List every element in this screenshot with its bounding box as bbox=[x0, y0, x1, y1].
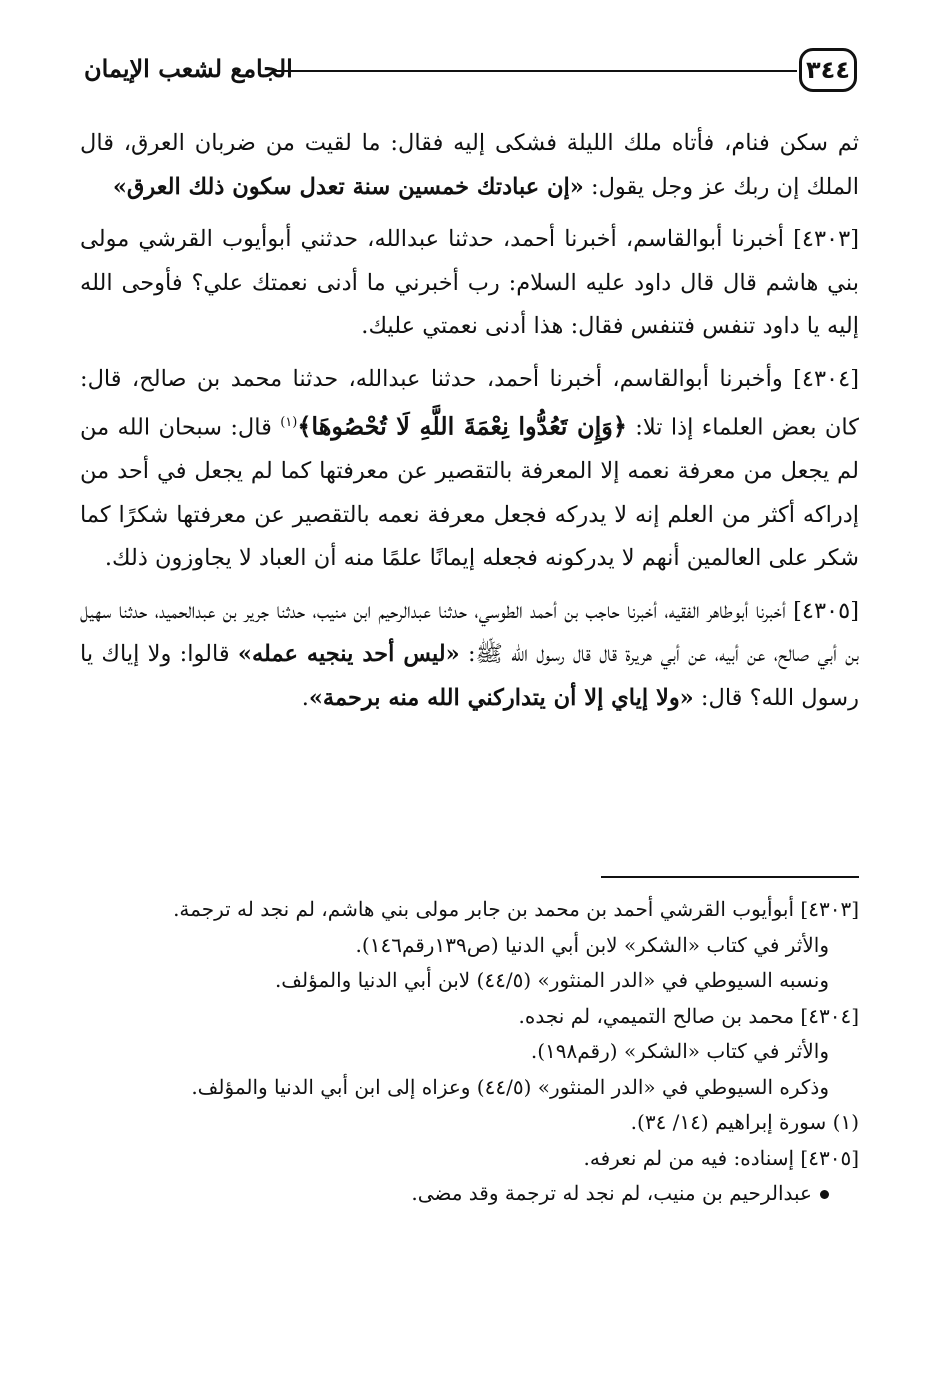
hadith-number: [٤٣٠٣] bbox=[793, 226, 859, 252]
header-rule bbox=[274, 70, 797, 72]
footnote-line: [٤٣٠٤] محمد بن صالح التميمي، لم نجده. bbox=[518, 1003, 859, 1028]
paragraph-4304 bbox=[80, 358, 859, 581]
footnote-line: وذكره السيوطي في «الدر المنثور» (٤٤/٥) وعزاه إلى ابن أبي الدنيا والمؤلف. bbox=[191, 1074, 829, 1099]
main-text bbox=[80, 122, 859, 729]
footnote-line: (١) سورة إبراهيم (١٤/ ٣٤). bbox=[630, 1110, 859, 1134]
paragraph-4303 bbox=[80, 218, 859, 349]
footnote-line: والأثر في كتاب «الشكر» (رقم١٩٨). bbox=[530, 1039, 829, 1063]
hadith-number: [٤٣٠٥] bbox=[793, 597, 859, 624]
footnote-ref: (١) bbox=[280, 415, 298, 430]
paragraph-text: وأخبرنا أبوالقاسم، أخبرنا أحمد، حدثنا عبدالله، حدثنا محمد بن صالح، قال: كان بعض العلماء إذا تلا: bbox=[80, 365, 859, 441]
footnote-line: والأثر في كتاب «الشكر» لابن أبي الدنيا (ص١٣٩رقم١٤٦). bbox=[355, 932, 829, 957]
quote-text: «إن عبادتك خمسين سنة تعدل سكون ذلك العرق» bbox=[112, 173, 584, 200]
paragraph-text: قالوا: ولا إياك يا رسول الله؟ قال: bbox=[80, 641, 859, 711]
paragraph-text: ثم سكن فنام، فأتاه ملك الليلة فشكى إليه فقال: ما لقيت من ضربان العرق، قال الملك إن ربك عز وجل يقول: bbox=[80, 130, 859, 200]
footnote-line: [٤٣٠٥] إسناده: فيه من لم نعرفه. bbox=[583, 1145, 859, 1170]
footnote-line: [٤٣٠٣] أبوأيوب القرشي أحمد بن محمد بن جابر مولى بني هاشم، لم نجد له ترجمة. bbox=[173, 897, 859, 921]
quote-text: «ليس أحد ينجيه عمله» bbox=[237, 641, 460, 667]
quran-verse: ﴿وَإِن تَعُدُّوا نِعْمَةَ اللَّهِ لَا تُحْصُوهَا﴾ bbox=[297, 411, 627, 441]
paragraph-continued bbox=[80, 122, 859, 209]
footnote-line: ونسبه السيوطي في «الدر المنثور» (٤٤/٥) لابن أبي الدنيا والمؤلف. bbox=[274, 968, 829, 992]
quote-text: «ولا إياي إلا أن يتداركني الله منه برحمة» bbox=[308, 684, 694, 711]
footnotes bbox=[100, 892, 859, 1212]
footnote-separator bbox=[601, 876, 859, 878]
paragraph-text: قال: سبحان الله من لم يجعل من معرفة نعمه إلا المعرفة بالتقصير عن معرفتها كما لم يجعل في أحد من إدراكه أكثر من العلم إنه لا يدركه فجعل معرفة نعمه بالتقصير عن معرفتها شكرًا كما شكر على العالمين أنهم لا يدركونه فجعله إيمانًا علمًا منه أن العباد لا يجاوزون ذلك. bbox=[80, 414, 859, 571]
footnote-text: عبدالرحيم بن منيب، لم نجد له ترجمة وقد مضى. bbox=[411, 1181, 812, 1205]
page-number: ٣٤٤ bbox=[799, 48, 857, 92]
bullet-icon bbox=[820, 1190, 829, 1199]
paragraph-text: أخبرنا أبوطاهر الفقيه، أخبرنا حاجب بن أحمد الطوسي، حدثنا عبدالرحيم ابن منيب، حدثنا جرير بن عبدالحميد، حدثنا سهيل بن أبي صالح، عن أبيه، عن أبي هريرة قال قال رسول الله ﷺ: bbox=[80, 597, 859, 667]
page-header bbox=[84, 44, 857, 100]
hadith-number: [٤٣٠٤] bbox=[793, 365, 859, 392]
footnote-bullet-line bbox=[100, 1176, 859, 1212]
paragraph-text: أخبرنا أبوالقاسم، أخبرنا أحمد، حدثنا عبدالله، حدثني أبوأيوب القرشي مولى بني هاشم قال قال داود عليه السلام: رب أخبرني ما أدنى نعمتك علي؟ فأوحى الله إليه يا داود تنفس فتنفس فقال: هذا أدنى نعمتي عليك. bbox=[80, 226, 859, 339]
paragraph-end: . bbox=[301, 684, 309, 711]
running-title: الجامع لشعب الإيمان bbox=[84, 54, 293, 83]
paragraph-4305 bbox=[80, 590, 859, 721]
